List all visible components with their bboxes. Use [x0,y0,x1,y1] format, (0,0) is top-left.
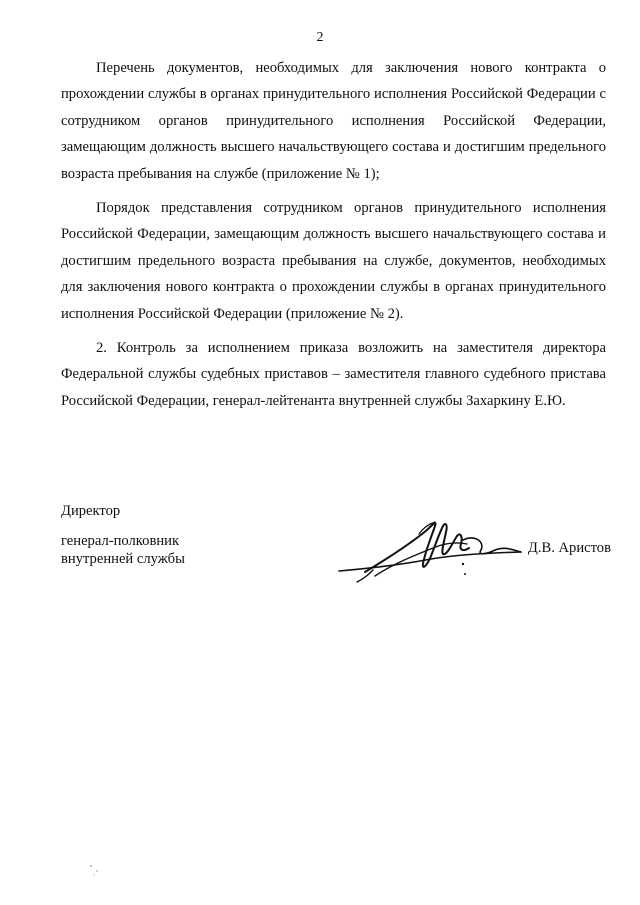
signatory-title: Директор [61,503,121,519]
page-number: 2 [316,30,324,45]
paragraph-procedure: Порядок представления сотрудником органов принудительного исполнения Российской Федерации, замещающим должность высшего начальствующего состава и достигшим предельного возраста пребывания на службе, документов, необходимых для заключения нового контракта о прохождении службы в органах принудительного исполнения Российской Федерации (приложение № 2). [61,200,606,322]
signatory-name: Д.В. Аристов [527,540,611,556]
document-body [61,55,606,414]
signatory-rank-line-2: внутренней службы [61,551,185,567]
signature-icon [335,512,525,584]
signatory-rank-line-1: генерал-полковник [61,533,180,549]
scan-marks [85,860,105,880]
paragraph-control: 2. Контроль за исполнением приказа возложить на заместителя директора Федеральной службы судебных приставов – заместителя главного судебного пристава Российской Федерации, генерал-лейтенанта внутренней службы Захаркину Е.Ю. [61,340,606,409]
paragraph-list-of-documents: Перечень документов, необходимых для заключения нового контракта о прохождении службы в органах принудительного исполнения Российской Федерации с сотрудником органов принудительного исполнения Российской Федерации, замещающим должность высшего начальствующего состава и достигшим предельного возраста пребывания на службе (приложение № 1); [61,60,606,182]
